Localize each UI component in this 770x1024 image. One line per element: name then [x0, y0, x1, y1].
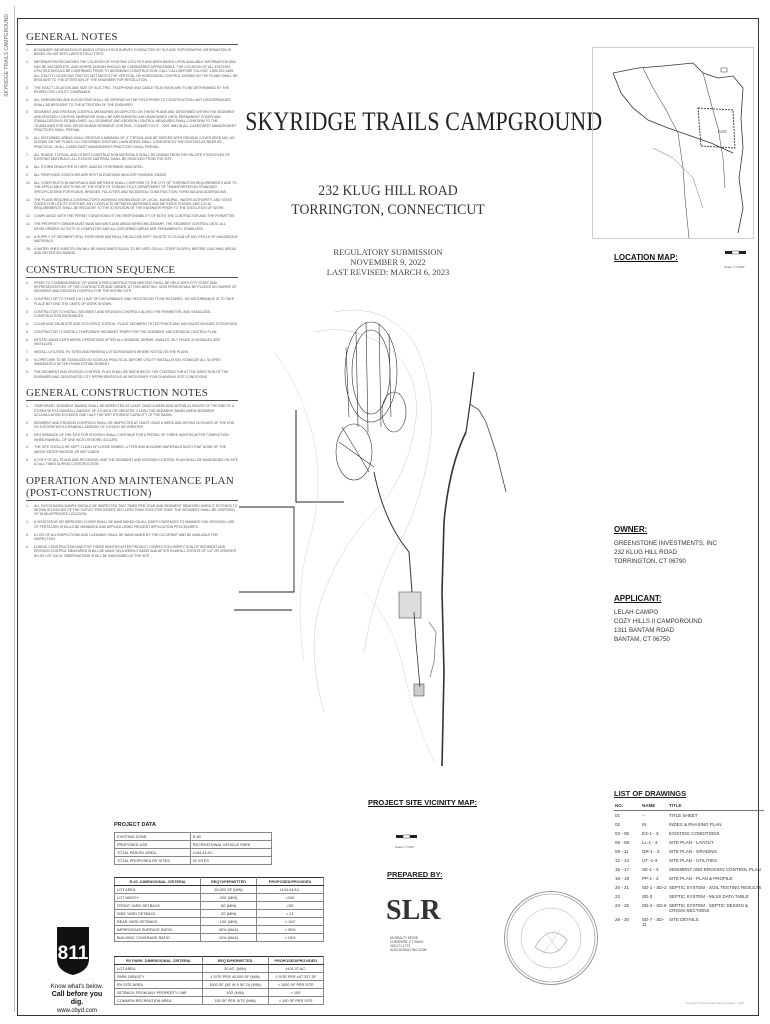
drawing-cell: 03 - 05	[615, 831, 630, 836]
note-number: 8.	[26, 165, 29, 170]
note-item	[26, 98, 238, 107]
construction-sequence-list	[26, 281, 238, 380]
note-item	[26, 421, 238, 430]
table-row	[115, 833, 272, 841]
location-map-scale	[724, 247, 754, 269]
om-title-line2: (POST-CONSTRUCTION)	[26, 486, 152, 499]
copyright-text: Copyright SLR International Corporation - 2023	[685, 1001, 744, 1005]
table-row	[115, 981, 324, 989]
table-cell: 92 SITES	[190, 857, 271, 865]
om-title-line1: OPERATION AND MAINTENANCE PLAN	[26, 474, 234, 487]
drawing-cell: 18 - 19	[615, 876, 630, 881]
slr-address-line: SLRCONSULTING.COM	[390, 948, 427, 952]
drawing-sheet	[17, 18, 762, 1016]
r60-criteria-table	[114, 877, 324, 942]
general-construction-notes-list	[26, 404, 238, 466]
drawing-cell: 09 - 11	[615, 849, 629, 854]
table-cell: < 10%	[257, 934, 324, 942]
drawing-cell: SEPTIC SYSTEM - SOIL TESTING RESULTS	[669, 885, 762, 890]
project-data-title: PROJECT DATA	[114, 822, 156, 828]
owner-line: TORRINGTON, CT 06790	[614, 558, 686, 565]
header-cell: REQ'D/PERMITTED	[201, 878, 257, 886]
drawings-header-no: NO.	[614, 801, 641, 811]
note-item	[26, 214, 238, 218]
table-cell: FRONT YARD SETBACK	[115, 902, 201, 910]
prepared-by-label: PREPARED BY:	[387, 870, 443, 879]
note-number: 3.	[26, 532, 29, 537]
note-number: 8.	[26, 358, 29, 362]
table-row	[115, 926, 324, 934]
project-data-table	[114, 832, 272, 865]
table-row	[115, 934, 324, 942]
drawing-row	[614, 874, 764, 883]
table-cell: 60,000 SF (MIN)	[201, 886, 257, 894]
drawing-cell: SITE PLAN - LAYOUT	[669, 840, 714, 845]
drawing-row	[614, 883, 764, 892]
general-notes-heading: GENERAL NOTES	[26, 31, 238, 45]
note-item	[26, 504, 238, 517]
drawing-cell: SEPTIC SYSTEM - MLSS DATA TABLE	[669, 894, 749, 899]
table-cell: RECREATIONAL VEHICLE PARK	[190, 841, 271, 849]
table-cell: 100' (MIN)	[201, 918, 257, 926]
note-number: 11.	[26, 197, 31, 202]
drawing-cell: EX-1 - 3	[642, 831, 659, 836]
note-item	[26, 458, 238, 467]
drawing-row	[614, 838, 764, 847]
table-row	[115, 841, 272, 849]
table-cell: LOT WIDTH	[115, 894, 201, 902]
drawing-row	[614, 820, 764, 829]
table-row	[115, 997, 324, 1005]
note-number: 9.	[26, 172, 29, 177]
note-item	[26, 433, 238, 442]
note-number: 2.	[26, 520, 29, 525]
note-item	[26, 520, 238, 529]
slr-address-line: 203.271.1773	[390, 944, 411, 948]
note-text: ALL DISTURBED AREAS SHALL RECEIVE A MINIMUM OF 4" TOPSOIL AND BE SEEDED WITH GROUND COVER SEED MIX, AS SHOWN ON THE PLANS. ALL DISTURBED EXISTING LAWN AREAS SHALL CONFORM TO THE EXISTING AS NEAR AS PRACTICAL. IN ALL CASES BEST MANAGEMENT PRACTICES SHALL PREVAIL.	[34, 136, 235, 149]
table-cell: TOTAL PROPOSED RV SITES:	[115, 857, 191, 865]
table-cell: > 21'	[257, 910, 324, 918]
table-cell: 150 SF PER SITE (MIN)	[202, 997, 268, 1005]
note-text: ALL PROPOSED CONTOURS ARE SPOT ELEVATIONS INDICATE FINISHED GRADE.	[34, 172, 168, 177]
note-item	[26, 235, 238, 244]
note-text: BOUNDARY INFORMATION IS BASED UPON A FIELD SURVEY CONDUCTED BY SLR AND TOPOGRAPHIC INFORMATION IS BASED ON GIS WITH LIMITED FIELD TOPO.	[34, 48, 231, 57]
note-number: 6.	[26, 136, 29, 140]
drawing-cell: 02	[615, 822, 621, 827]
note-item	[26, 60, 238, 82]
table-cell: R-60	[190, 833, 271, 841]
project-data-block	[114, 822, 324, 1005]
slr-logo: SLR	[386, 895, 441, 926]
vicinity-scale-bar	[395, 834, 425, 840]
table-cell: > 100'	[268, 989, 323, 997]
applicant-lines	[614, 608, 717, 644]
vicinity-map-label: PROJECT SITE VICINITY MAP:	[368, 798, 478, 807]
note-text: ALL STORM DRAIN PIPE IS HDPE UNLESS OTHERWISE INDICATED.	[34, 165, 144, 170]
drawings-header-name: NAME	[641, 801, 668, 811]
note-number: 1.	[26, 404, 29, 409]
drawing-cell: INDEX & PHASING PLAN	[669, 822, 722, 827]
table-cell: < 30%	[257, 926, 324, 934]
table-cell: RV SITE AREA	[115, 981, 203, 989]
applicant-line: COZY HILLS II CAMPGROUND	[614, 618, 703, 625]
note-number: 1.	[26, 280, 29, 285]
table-cell: ±104.44 AC.	[190, 849, 271, 857]
note-number: 3.	[26, 85, 29, 90]
owner-line: 232 KLUG HILL ROAD	[614, 549, 678, 556]
note-text: A SUPPLY OF SEDIMENT SPILL RESPONSE MATERIAL SHOULD BE KEPT ON-SITE TO CLEAN UP ANY SPILLS OF HAZARDOUS MATERIALS.	[34, 234, 238, 243]
note-item	[26, 181, 238, 194]
table-cell: TOTAL PARCEL AREA:	[115, 849, 191, 857]
note-number: 3.	[26, 309, 29, 314]
note-number: 4.	[26, 544, 29, 549]
drawing-cell: TITLE SHEET	[669, 813, 698, 818]
revision-date: LAST REVISED: MARCH 6, 2023	[326, 267, 450, 277]
header-cell: PROPOSED/PROVIDED	[268, 957, 323, 965]
drawing-cell: SD-4 - SD-6	[642, 903, 667, 908]
note-text: A VEGETATIVE OR IMPROVED COVER SHALL BE MAINTAINED ON ALL EARTH SURFACES TO MINIMIZE SOIL EROSION. USE OF FERTILIZER SHOULD BE MINIMIZED AND APPLIED USING PRUDENT APPLICATION PROCEDURES.	[34, 520, 235, 529]
drawing-row	[614, 915, 764, 929]
drawing-cell: 01	[615, 813, 621, 818]
note-item	[26, 198, 238, 211]
note-text: ALL DIMENSIONS AND ELEVATIONS SHALL BE VERIFIED IN THE FIELD PRIOR TO CONSTRUCTION. ANY DISCREPANCIES SHALL BE BROUGHT TO THE ATTENTION OF THE ENGINEER.	[34, 98, 231, 107]
note-item	[26, 370, 238, 379]
notes-column	[26, 31, 238, 566]
note-text: A WATER SHED SHEETFLOW WILL BE MAINTAINED EQUAL TO BE USED ON ALL STEEP SLOPES, BEFORE LEACHING AREAS AND DETENTION BASINS.	[34, 246, 237, 256]
table-cell: PARK DENSITY	[115, 973, 203, 981]
seal-drawing	[505, 892, 597, 984]
note-text: THE SITE SHOULD BE KEPT CLEAN OF LOOSE DEBRIS, LITTER AND BUILDING MATERIALS SUCH THAT NONE OF THE ABOVE ENTER WATERS OR WETLANDS.	[34, 445, 226, 454]
drawing-cell: 26 - 30	[615, 917, 630, 922]
table-row	[115, 973, 324, 981]
note-number: 4.	[26, 445, 29, 450]
note-item	[26, 247, 238, 256]
drawings-table-header	[614, 801, 764, 811]
note-number: 13.	[26, 222, 31, 227]
table-cell: ±101.07 AC.	[268, 965, 323, 973]
note-text: THE SEDIMENT AND EROSION CONTROL PLAN SHALL BE MODIFIED BY THE CONTRACTOR AT THE DIRECTION OF THE ENGINEER AND DESIGNATED CITY REPRESENTATIVE AS NECESSARY FOR CHANGING SITE CONDITIONS.	[34, 370, 229, 379]
table-cell: SIDE YARD SETBACK	[115, 910, 201, 918]
header-cell: R-60 -DIMENSIONAL CRITERIA	[115, 878, 201, 886]
table-cell: PROPOSED USE:	[115, 841, 191, 849]
note-number: 10.	[26, 180, 31, 185]
note-number: 14.	[26, 234, 31, 239]
note-item	[26, 350, 238, 354]
call-811-logo-text: 811	[57, 943, 89, 964]
drawing-cell: SD-1 - SD-2	[642, 885, 667, 890]
note-item	[26, 136, 238, 149]
note-item	[26, 48, 238, 57]
project-address-line1: 232 KLUG HILL ROAD	[318, 183, 458, 199]
table-header	[115, 957, 324, 965]
header-cell: REQ'D/PERMITTED	[202, 957, 268, 965]
table-row	[115, 857, 272, 865]
note-number: 4.	[26, 321, 29, 326]
table-cell: 20' (MIN)	[201, 910, 257, 918]
drawing-cell: SITE PLAN - GRADING	[669, 849, 718, 854]
table-cell: COMMON RECREATION AREA	[115, 997, 203, 1005]
table-header	[115, 878, 324, 886]
note-item	[26, 110, 238, 132]
note-number: 5.	[26, 110, 29, 115]
table-cell: IMPERVIOUS SURFACE RATIO	[115, 926, 201, 934]
drawing-cell: 12 - 14	[615, 858, 630, 863]
note-number: 15.	[26, 246, 31, 251]
submission-label: REGULATORY SUBMISSION	[333, 247, 443, 257]
table-row	[115, 849, 272, 857]
drawing-cell: IN	[642, 822, 647, 827]
note-text: SLOPES ARE TO BE STABILIZED AS SOON AS PRACTICAL BEFORE UTILITY INSTALLATION. STABILIZE ALL SLOPES IMMEDIATELY AFTER FINISH ESTABLISHMENT.	[34, 358, 221, 367]
applicant-line: 1311 BANTAM ROAD	[614, 627, 674, 634]
note-text: CONTRACTOR TO INSTALL SEDIMENT AND EROSION CONTROLS ALONG THE PERIMETER, AND STABILIZED CONSTRUCTION ENTRANCES.	[34, 309, 211, 319]
drawing-cell: 06 - 08	[615, 840, 630, 845]
drawing-cell: SD-7 - SD-11	[642, 917, 665, 927]
list-of-drawings	[614, 789, 764, 929]
note-item	[26, 338, 238, 347]
operation-maintenance-list	[26, 504, 238, 559]
call-811-line2: Call before you dig.	[51, 991, 103, 1006]
note-number: 2.	[26, 60, 29, 65]
note-text: CONTRACTOR TO INSTALL TEMPORARY SEDIMENT TRAPS FOR THE SEDIMENT AND EROSION CONTROL PLAN.	[34, 329, 218, 334]
note-item	[26, 173, 238, 177]
drawing-cell: SEPTIC SYSTEM - SEPTIC DESIGN & CROSS-SECTIONS	[669, 903, 749, 913]
table-cell: SETBACK FROM ANY PROPERTY LINE	[115, 989, 203, 997]
table-cell: 10% (MAX)	[201, 934, 257, 942]
project-address-line2: TORRINGTON, CONNECTICUT	[291, 202, 485, 218]
slr-address	[390, 936, 426, 952]
note-item	[26, 297, 238, 306]
drawing-row	[614, 829, 764, 838]
note-text: DURING CONSTRUCTION AND FOR THREE MONTHS AFTER PROJECT COMPLETION INSPECTION OF SEDIMENT AND EROSION CONTROL MEASURES SHALL BE MADE ON A WEEKLY BASIS AND AFTER RAINFALL EVENTS OF 1/2" OR GREATER IN LIEU OF SUCH. OBSERVATIONS SHALL BE MAINTAINED AT THE SITE.	[34, 544, 237, 558]
note-item	[26, 322, 238, 326]
owner-label: OWNER:	[614, 525, 648, 534]
drawing-row	[614, 892, 764, 901]
note-text: CONTRACTOR TO STAKE OUT LIMIT OF DISTURBANCE AND VEGETATION TO BE RETAINED. NO DISTURBANCE IS TO TAKE PLACE BEYOND THE LIMITS OF WORK SHOWN.	[34, 297, 235, 306]
submission-date: NOVEMBER 9, 2022	[350, 257, 426, 267]
note-item	[26, 86, 238, 95]
drawing-row	[614, 865, 764, 874]
table-cell: EXISTING ZONE:	[115, 833, 191, 841]
general-notes-list	[26, 48, 238, 256]
note-text: CLEAR AND GRUB SITE AND STOCKPILE TOPSOIL. PLACE SEDIMENT FILTER FENCE AND HAY BALES AROUND STOCKPILES.	[34, 321, 238, 326]
table-cell: >50'	[257, 902, 324, 910]
table-row	[115, 894, 324, 902]
location-map	[592, 47, 754, 239]
location-map-label-wrap	[614, 247, 678, 265]
rv-park-criteria-table	[114, 956, 324, 1005]
note-text: DISTURBANCE OF THE SITE FOR EROSION SHALL CONTINUE FOR A PERIOD OF THREE MONTHS AFTER COMPLETION WHEN RAINFALL OF ONE INCH OR MORE OCCURS.	[34, 433, 229, 442]
table-cell: BUILDING COVERAGE RATIO	[115, 934, 201, 942]
note-item	[26, 330, 238, 334]
slr-address-line: CHESHIRE, CT 06410	[390, 940, 424, 944]
owner-line: GREENSTONE INVESTMENTS, INC	[614, 540, 718, 547]
table-cell: > 150 SF PER SITE	[268, 997, 323, 1005]
drawing-cell: SEDIMENT AND EROSION CONTROL PLAN	[669, 867, 761, 872]
call-811-line3: www.cbyd.com	[56, 1008, 97, 1014]
drawing-cell: EXISTING CONDITIONS	[669, 831, 720, 836]
drawing-cell: PP-1 - 2	[642, 876, 659, 881]
owner-lines	[614, 539, 717, 566]
note-number: 9.	[26, 370, 29, 375]
applicant-label: APPLICANT:	[614, 594, 662, 603]
note-item	[26, 404, 238, 417]
table-cell: 20 AC. (MIN)	[202, 965, 268, 973]
owner-applicant-block	[614, 525, 717, 644]
note-item	[26, 153, 238, 162]
table-row	[115, 965, 324, 973]
construction-sequence-heading: CONSTRUCTION SEQUENCE	[26, 264, 238, 278]
note-item	[26, 533, 238, 542]
professional-engineer-seal	[504, 891, 598, 985]
note-text: INSTALL UTILITIES, RV SITES AND PARKING LOTS/DRIVEWAYS WHERE NOTED ON THE PLANS.	[34, 350, 190, 355]
note-item	[26, 281, 238, 294]
drawing-cell: SITE PLAN - UTILITIES	[669, 858, 718, 863]
note-item	[26, 358, 238, 367]
note-text: A COPY OF ALL PLANS AND REVISIONS, AND THE SEDIMENT AND EROSION CONTROL PLAN SHALL BE MAINTAINED ON SITE AT ALL TIMES DURING CONSTRUCTION.	[34, 457, 238, 467]
note-number: 7.	[26, 350, 29, 355]
table-row	[115, 886, 324, 894]
drawing-cell: --	[642, 813, 645, 818]
note-number: 2.	[26, 420, 29, 425]
drawing-row	[614, 811, 764, 821]
vicinity-map	[234, 292, 524, 766]
table-row	[115, 910, 324, 918]
call-811-block	[50, 925, 104, 1014]
note-number: 2.	[26, 297, 29, 302]
table-row	[115, 918, 324, 926]
slr-address-line: 99 REALTY DRIVE	[390, 936, 419, 940]
table-cell: 50' (MIN)	[201, 902, 257, 910]
drawing-cell: GR-1 - 3	[642, 849, 660, 854]
table-cell: > 1500 SF PER SITE	[268, 981, 323, 989]
note-text: A LOG OF ALL INSPECTIONS AND CLEANING SHALL BE MAINTAINED BY THE OCCUPANT AND BE AVAILABLE FOR INSPECTION.	[34, 532, 218, 542]
note-text: INITIATE MASS EARTHWORK OPERATIONS AFTER ALL GRADING, BERMS, SWALES, SILT FENCE & HAYBALES ARE INSTALLED.	[34, 337, 220, 347]
drawings-table	[614, 801, 764, 929]
table-cell: 100' (MIN)	[202, 989, 268, 997]
drawing-row	[614, 856, 764, 865]
note-text: PRIOR TO COMMENCEMENT OF WORK A PRECONSTRUCTION MEETING SHALL BE HELD WITH CITY STAFF AND REPRESENTATIVES OF THE CONTRACTOR AND OWNER. AT THIS MEETING, SIGN PERSON WILL BE PLACED IN CHARGE OF SEDIMENT AND EROSION CONTROL FOR THE ENTIRE SITE.	[34, 280, 237, 294]
note-text: THE PROPERTY OWNER MUST MAINTAIN WETLAND AREAS WHEN NECESSARY. THE SEDIMENT CONTROL UNTIL ALL DEVELOPMENT ACTIVITY IS COMPLETED AND ALL DISTURBED AREAS ARE PERMANENTLY STABILIZED.	[34, 222, 226, 231]
drawing-row	[614, 901, 764, 915]
drawing-cell: UT -1-3	[642, 858, 658, 863]
table-cell: >200'	[257, 894, 324, 902]
note-number: 1.	[26, 503, 29, 508]
table-cell: LOT AREA	[115, 965, 203, 973]
note-text: INFORMATION REGARDING THE LOCATION OF EXISTING UTILITIES HAS BEEN BASED UPON AVAILABLE INFORMATION AND MAY BE INCOMPLETE, AND WHERE SHOWN SHOULD BE CONSIDERED APPROXIMATE. THE LOCATION OF ALL EXISTING UTILITIES SHOULD BE CONFIRMED PRIOR TO BEGINNING CONSTRUCTION. CALL 'CALL BEFORE YOU DIG' 1-800-922-4455. ALL UTILITY LOCATIONS THAT DO NOT MATCH THE VERTICAL OR HORIZONTAL CONTROL SHOWN ON THE PLANS SHALL BE BROUGHT TO THE ATTENTION OF THE ENGINEER FOR RESOLUTION.	[34, 60, 238, 82]
header-cell: PROPOSED/PROVIDED	[257, 878, 324, 886]
drawing-cell: 20 - 21	[615, 885, 630, 890]
table-cell: LOT AREA	[115, 886, 201, 894]
note-item	[26, 445, 238, 454]
note-text: ALL CONSTRUCTION MATERIALS AND METHODS SHALL CONFORM TO THE CITY OF TORRINGTON REQUIREMENTS AND TO THE APPLICABLE SECTIONS OF THE STATE OF CONNECTICUT DEPARTMENT OF TRANSPORTATION STANDARD SPECIFICATIONS FOR ROADS, BRIDGES, FACILITIES AND INCIDENTAL CONSTRUCTION, FORM 818 AND ADDENDUMS.	[34, 180, 237, 194]
drawing-cell: 15 - 17	[615, 867, 630, 872]
location-map-drawing	[593, 48, 753, 238]
table-cell: 1 SITE PER 40,000 SF (MIN)	[202, 973, 268, 981]
note-number: 3.	[26, 433, 29, 438]
note-item	[26, 545, 238, 558]
applicant-line: BANTAM, CT 06750	[614, 636, 670, 643]
note-item	[26, 310, 238, 319]
operation-maintenance-heading	[26, 475, 238, 500]
note-number: 5.	[26, 329, 29, 334]
note-text: SEDIMENT AND EROSION CONTROLS SHALL BE INSPECTED AT LEAST ONCE A WEEK AND WITHIN 24 HOURS OF THE END OF A STORM WITH A RAINFALL AMOUNT OF 0.5 INCH OR GREATER.	[34, 420, 235, 430]
table-row	[115, 989, 324, 997]
note-item	[26, 165, 238, 169]
note-number: 5.	[26, 457, 29, 462]
sidebar-stamp-text: SKYRIDGE TRAILS CAMPGROUND	[4, 14, 10, 97]
note-text: ALL CATCH BASIN SUMPS SHOULD BE INSPECTED TWO TIMES PER YEAR AND SEDIMENT REMOVED WHEN IT EXTENDS TO WITHIN SIX INCHES OF THE OUTLET PIPE INVERT, BUT LESS THAN ONCE PER YEAR. THE SEDIMENT SHALL BE DISPOSED OF IN AN APPROVED LOCATION.	[34, 503, 238, 517]
note-text: COMPLIANCE WITH THE PERMIT CONDITIONS IS THE RESPONSIBILITY OF BOTH THE CONTRACTOR AND THE PERMITTEE.	[34, 214, 236, 219]
note-text: ALL ROADS, TOPSOIL AND OTHER CONSTRUCTION MATERIALS SHALL BE DRAWN FROM THE ON-SITE STOCKPILES OF EXISTING MATERIALS. ALL EXCESS MATERIAL SHALL BE REMOVED FROM THE SITE.	[34, 152, 230, 162]
drawing-cell: SD-3	[642, 894, 653, 899]
header-cell: RV PARK -DIMENSIONAL CRITERIA	[115, 957, 203, 965]
drawing-cell: SE-1 - 3	[642, 867, 659, 872]
table-cell: ±104.44 AC.	[257, 886, 324, 894]
drawing-cell: 23 - 25	[615, 903, 630, 908]
note-text: TEMPORARY SEDIMENT BASINS SHALL BE INSPECTED AT LEAST ONCE A WEEK AND WITHIN 24 HOURS OF THE END OF A STORM WITH A RAINFALL AMOUNT OF 0.5 INCH OR GREATER. CLEAN THE SEDIMENT BASIN WHEN SEDIMENT ACCUMULATION EXCEEDS ONE HALF THE WET STORAGE CAPACITY OF THE BASIN.	[34, 404, 235, 417]
call-811-shield-icon	[53, 925, 93, 977]
location-map-scale-text: Scale: 1"=1000'	[724, 265, 745, 269]
drawings-table-body	[614, 811, 764, 930]
note-number: 7.	[26, 152, 29, 157]
drawings-header-title: TITLE	[668, 801, 764, 811]
table-cell: 30% (MAX)	[201, 926, 257, 934]
drawing-cell: SITE DETAILS	[669, 917, 699, 922]
vicinity-scale	[395, 827, 425, 849]
table-cell: REAR YARD SETBACK	[115, 918, 201, 926]
location-map-label: LOCATION MAP:	[614, 253, 678, 262]
table-cell: 200' (MIN)	[201, 894, 257, 902]
note-number: 12.	[26, 214, 31, 219]
note-number: 1.	[26, 48, 29, 52]
project-title: SKYRIDGE TRAILS CAMPGROUND	[245, 107, 603, 136]
call-811-text	[49, 983, 105, 1015]
list-of-drawings-title: LIST OF DRAWINGS	[614, 789, 687, 798]
note-item	[26, 222, 238, 231]
table-row	[115, 902, 324, 910]
note-text: THE PLANS REQUIRE A CONTRACTOR'S WORKING KNOWLEDGE OF LOCAL, MUNICIPAL, WATER AUTHORITY, AND STATE CODES FOR UTILITY SYSTEMS. ANY CONFLICTS BETWEEN MATERIALS AND METHODS SHOWN, AND LOCAL REQUIREMENTS SHALL BE BROUGHT TO THE ATTENTION OF THE ENGINEER PRIOR TO THE EXECUTION OF WORK.	[34, 197, 232, 211]
vicinity-scale-text: Scale: 1"=400'	[395, 845, 415, 849]
note-number: 6.	[26, 337, 29, 342]
general-construction-notes-heading: GENERAL CONSTRUCTION NOTES	[26, 387, 238, 401]
sidebar-stamp-strip	[2, 6, 15, 1012]
location-map-scale-bar	[724, 250, 754, 260]
vicinity-map-drawing	[234, 292, 524, 766]
drawing-cell: SITE PLAN - PLAN & PROFILE	[669, 876, 733, 881]
location-map-site-label: SITE	[718, 129, 727, 134]
title-block	[218, 107, 603, 277]
note-text: SEDIMENT AND EROSION CONTROL MEASURES AS DEPICTED ON THESE PLANS AND DESCRIBED WITHIN THE SEDIMENT AND EROSION CONTROL NARRATIVE SHALL BE IMPLEMENTED AND MAINTAINED UNTIL PERMANENT COVER AND STABILIZATION IS ESTABLISHED. ALL SEDIMENT AND EROSION CONTROL MEASURES SHALL CONFORM TO THE 'GUIDELINES FOR SOIL EROSION AND SEDIMENT CONTROL, CONNECTICUT - 2002' AND IN ALL CASES BEST MANAGEMENT PRACTICES SHALL PREVAIL.	[34, 110, 237, 133]
drawing-row	[614, 847, 764, 856]
table-cell: > 100'	[257, 918, 324, 926]
applicant-line: LELAH CAMPO	[614, 609, 659, 616]
table-cell: 1 SITE PER ±47,327 SF	[268, 973, 323, 981]
note-number: 4.	[26, 98, 29, 103]
call-811-line1: Know what's below.	[50, 984, 104, 990]
note-text: THE EXACT LOCATION AND SIZE OF ELECTRIC, TELEPHONE AND CABLE TELEVISION ARE TO BE DETERMINED BY THE RESPECTIVE UTILITY COMPANIES.	[34, 85, 230, 95]
drawing-cell: 22	[615, 894, 621, 899]
table-cell: 1500 SF (30' W X 50' D) (MIN)	[202, 981, 268, 989]
drawing-cell: LL-1 - 3	[642, 840, 658, 845]
